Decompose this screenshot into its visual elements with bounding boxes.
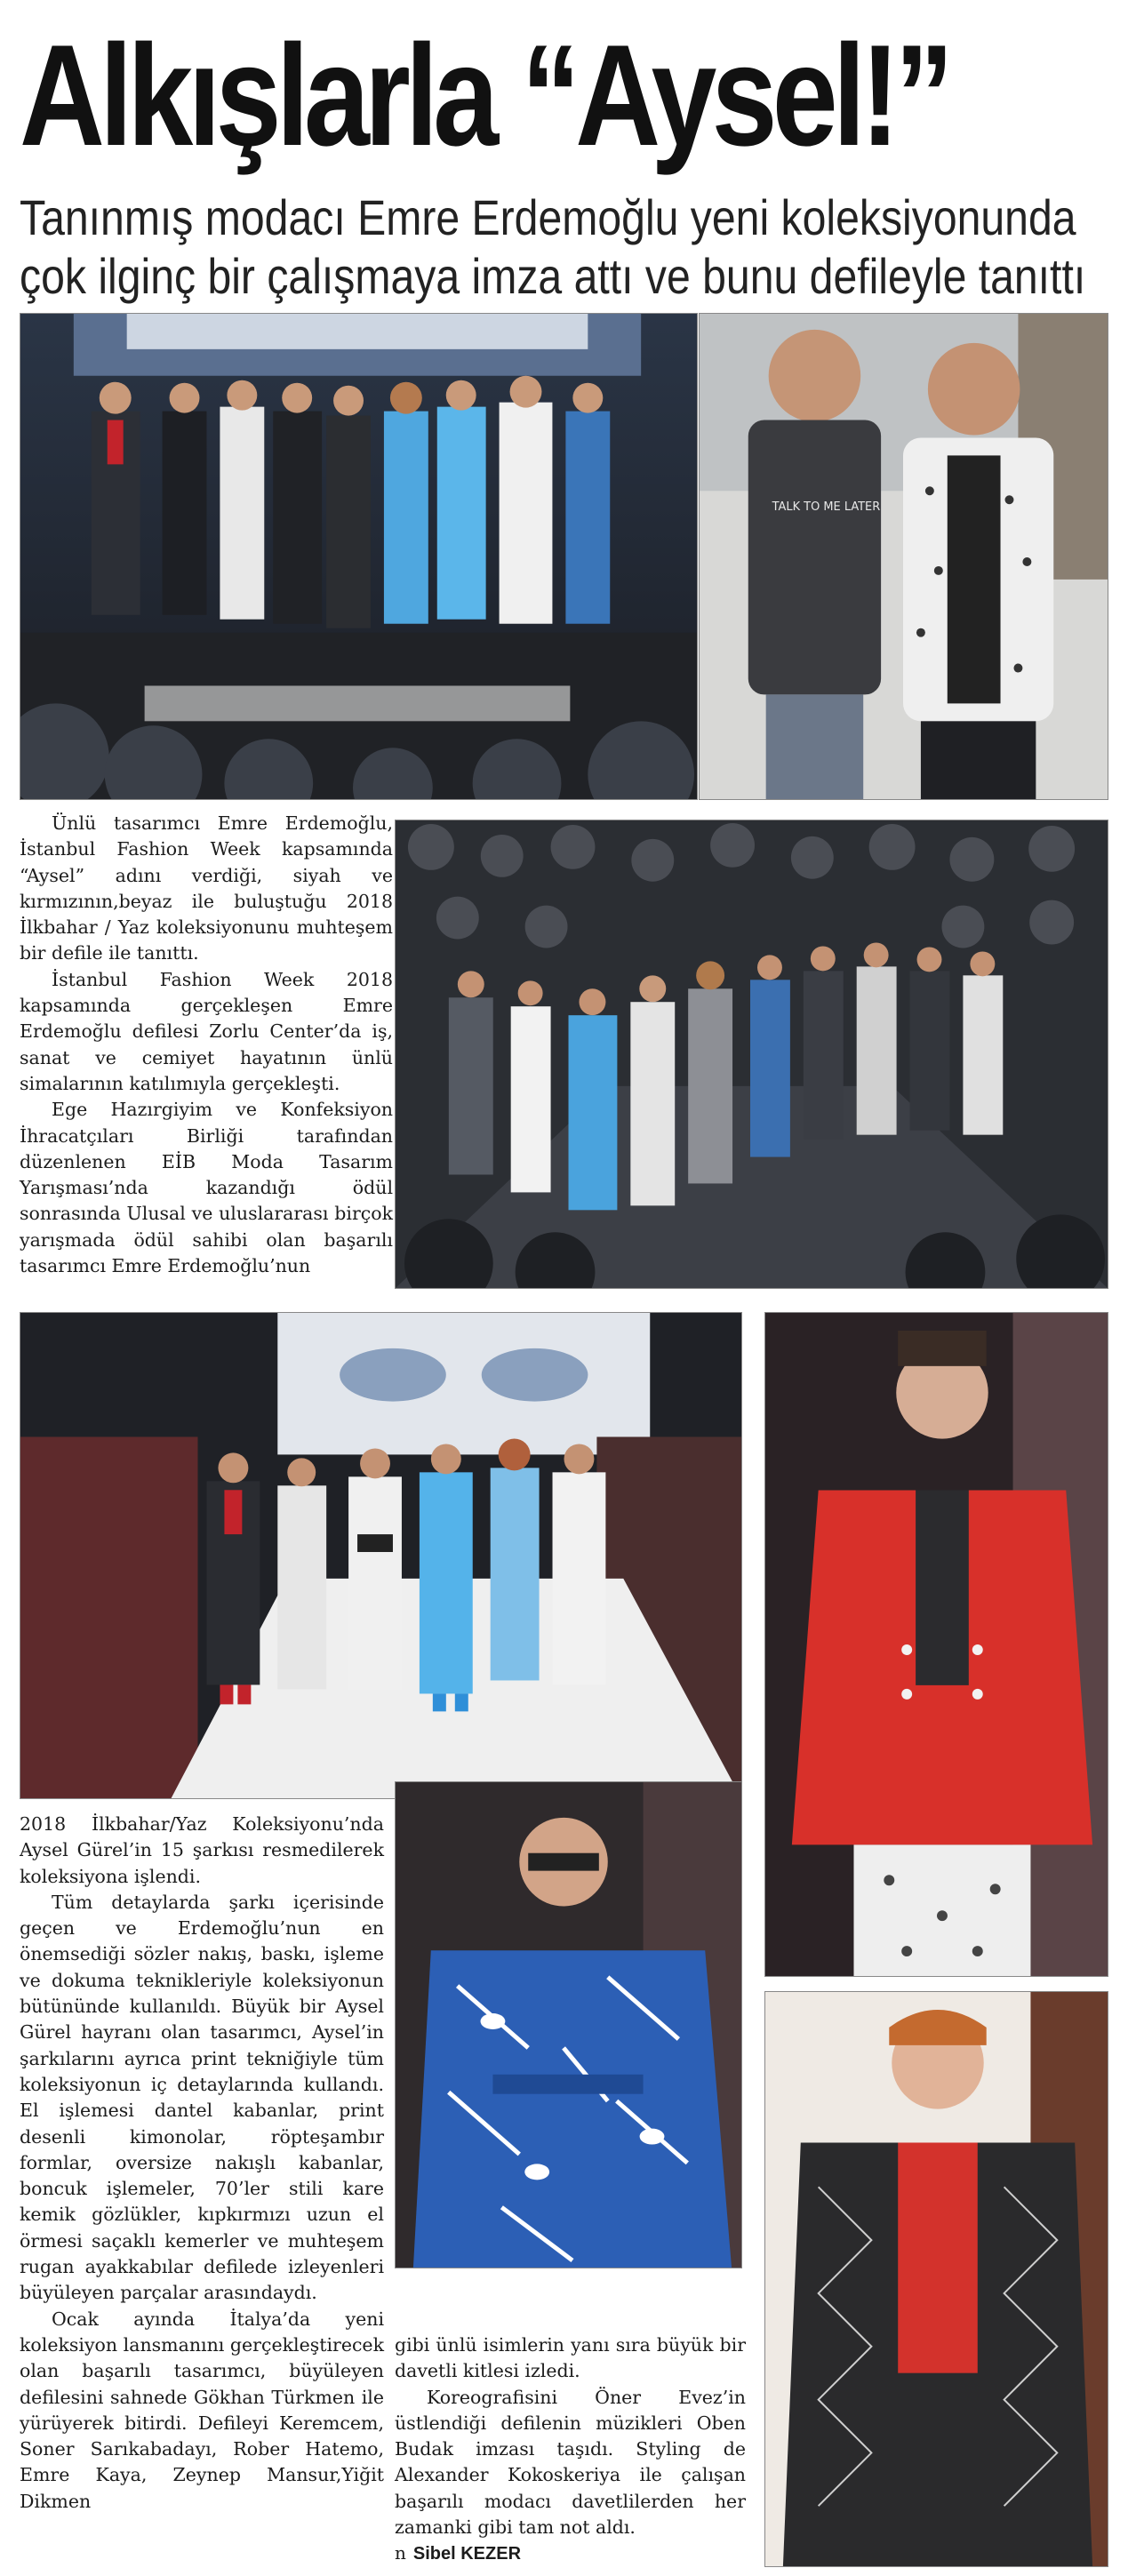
photo-runway-crowd (395, 820, 1108, 1289)
paragraph: Ocak ayında İtalya’da yeni koleksiyon lansmanını gerçekleştirecek olan başarılı tasarımcı, büyüleyen defilesini sahnede Gökhan Türkmen ile yürüyerek bitirdi. Defileyi Keremcem, Soner Sarıkabadayı, Rober Hatemo, Emre Kaya, Zeynep Mansur,Yiğit Dikmen (20, 2308, 384, 2512)
article-column-1 (20, 811, 393, 1279)
paragraph: Ünlü tasarımcı Emre Erdemoğlu, İstanbul Fashion Week kapsamında “Aysel” adını verdiği, siyah ve kırmızının,beyaz ile buluştuğu 2018 İlkbahar / Yaz koleksiyonunu muhteşem bir defile ile tanıttı. (20, 812, 393, 964)
subheadline (20, 188, 1086, 306)
paragraph: Koreografisini Öner Evez’in üstlendiği defilenin müzikleri Oben Budak imzası taşıdı. Styling de Alexander Kokoskeriya ile çalışan başarılı modacı davetlilerden her zamanki gibi tam not aldı. (395, 2386, 746, 2539)
byline: Sibel KEZER (412, 2544, 522, 2564)
photo-designers (699, 313, 1108, 800)
headline: Alkışlarla “Aysel!” (20, 15, 949, 176)
tshirt-print-text: TALK TO ME LATER (772, 500, 881, 515)
paragraph: Tüm detaylarda şarkı içerisinde geçen ve Erdemoğlu’nun en önemsediği sözler nakış, baskı, işleme ve dokuma teknikleriyle koleksiyonun bütününde kullanıldı. Büyük bir Aysel Gürel hayranı olan tasarımcı, Aysel’in şarkılarını ayrıca print tekniğiyle tüm koleksiyonun iç detaylarında kullandı. El işlemesi dantel kabanlar, print desenli kimonolar, röpteşambır formlar, oversize nakışlı kabanlar, boncuk işlemeler, 70’ler stili kare kemik gözlükler, kıpkırmızı uzun el örmesi saçaklı kemerler ve muhteşem rugan ayakkabılar defilede izleyenleri büyüleyen parçalar arasındaydı. (20, 1891, 384, 2304)
article-column-2 (20, 1812, 384, 2515)
byline-row (395, 2540, 746, 2567)
subheadline-line-1: Tanınmış modacı Emre Erdemoğlu yeni koleksiyonunda (20, 189, 1076, 245)
subheadline-line-2: çok ilginç bir çalışmaya imza attı ve bunu defileyle tanıttı (20, 248, 1086, 304)
paragraph: Ege Hazırgiyim ve Konfeksiyon İhracatçıları Birliği tarafından düzenlenen EİB Moda Tasarım Yarışması’nda kazandığı ödül sonrasında Ulusal ve uluslararası birçok yarışmada ödül sahibi olan başarılı tasarımcı Emre Erdemoğlu’nun (20, 1099, 393, 1277)
photo-red-coat-model (764, 1312, 1108, 1977)
photo-patterned-jacket-model (764, 1991, 1108, 2567)
paragraph: 2018 İlkbahar/Yaz Koleksiyonu’nda Aysel Gürel’in 15 şarkısı resmedilerek koleksiyona işlendi. (20, 1813, 384, 1887)
photo-blue-kimono-model (395, 1781, 742, 2268)
article-column-3 (395, 2332, 746, 2568)
photo-runway-walk (20, 1312, 742, 1799)
photo-runway-finale (20, 313, 698, 800)
byline-marker: n (395, 2542, 406, 2564)
paragraph: İstanbul Fashion Week 2018 kapsamında gerçekleşen Emre Erdemoğlu defilesi Zorlu Center’da iş, sanat ve cemiyet hayatının ünlü simalarının katılımıyla gerçekleşti. (20, 968, 393, 1094)
paragraph: gibi ünlü isimlerin yanı sıra büyük bir davetli kitlesi izledi. (395, 2334, 746, 2382)
